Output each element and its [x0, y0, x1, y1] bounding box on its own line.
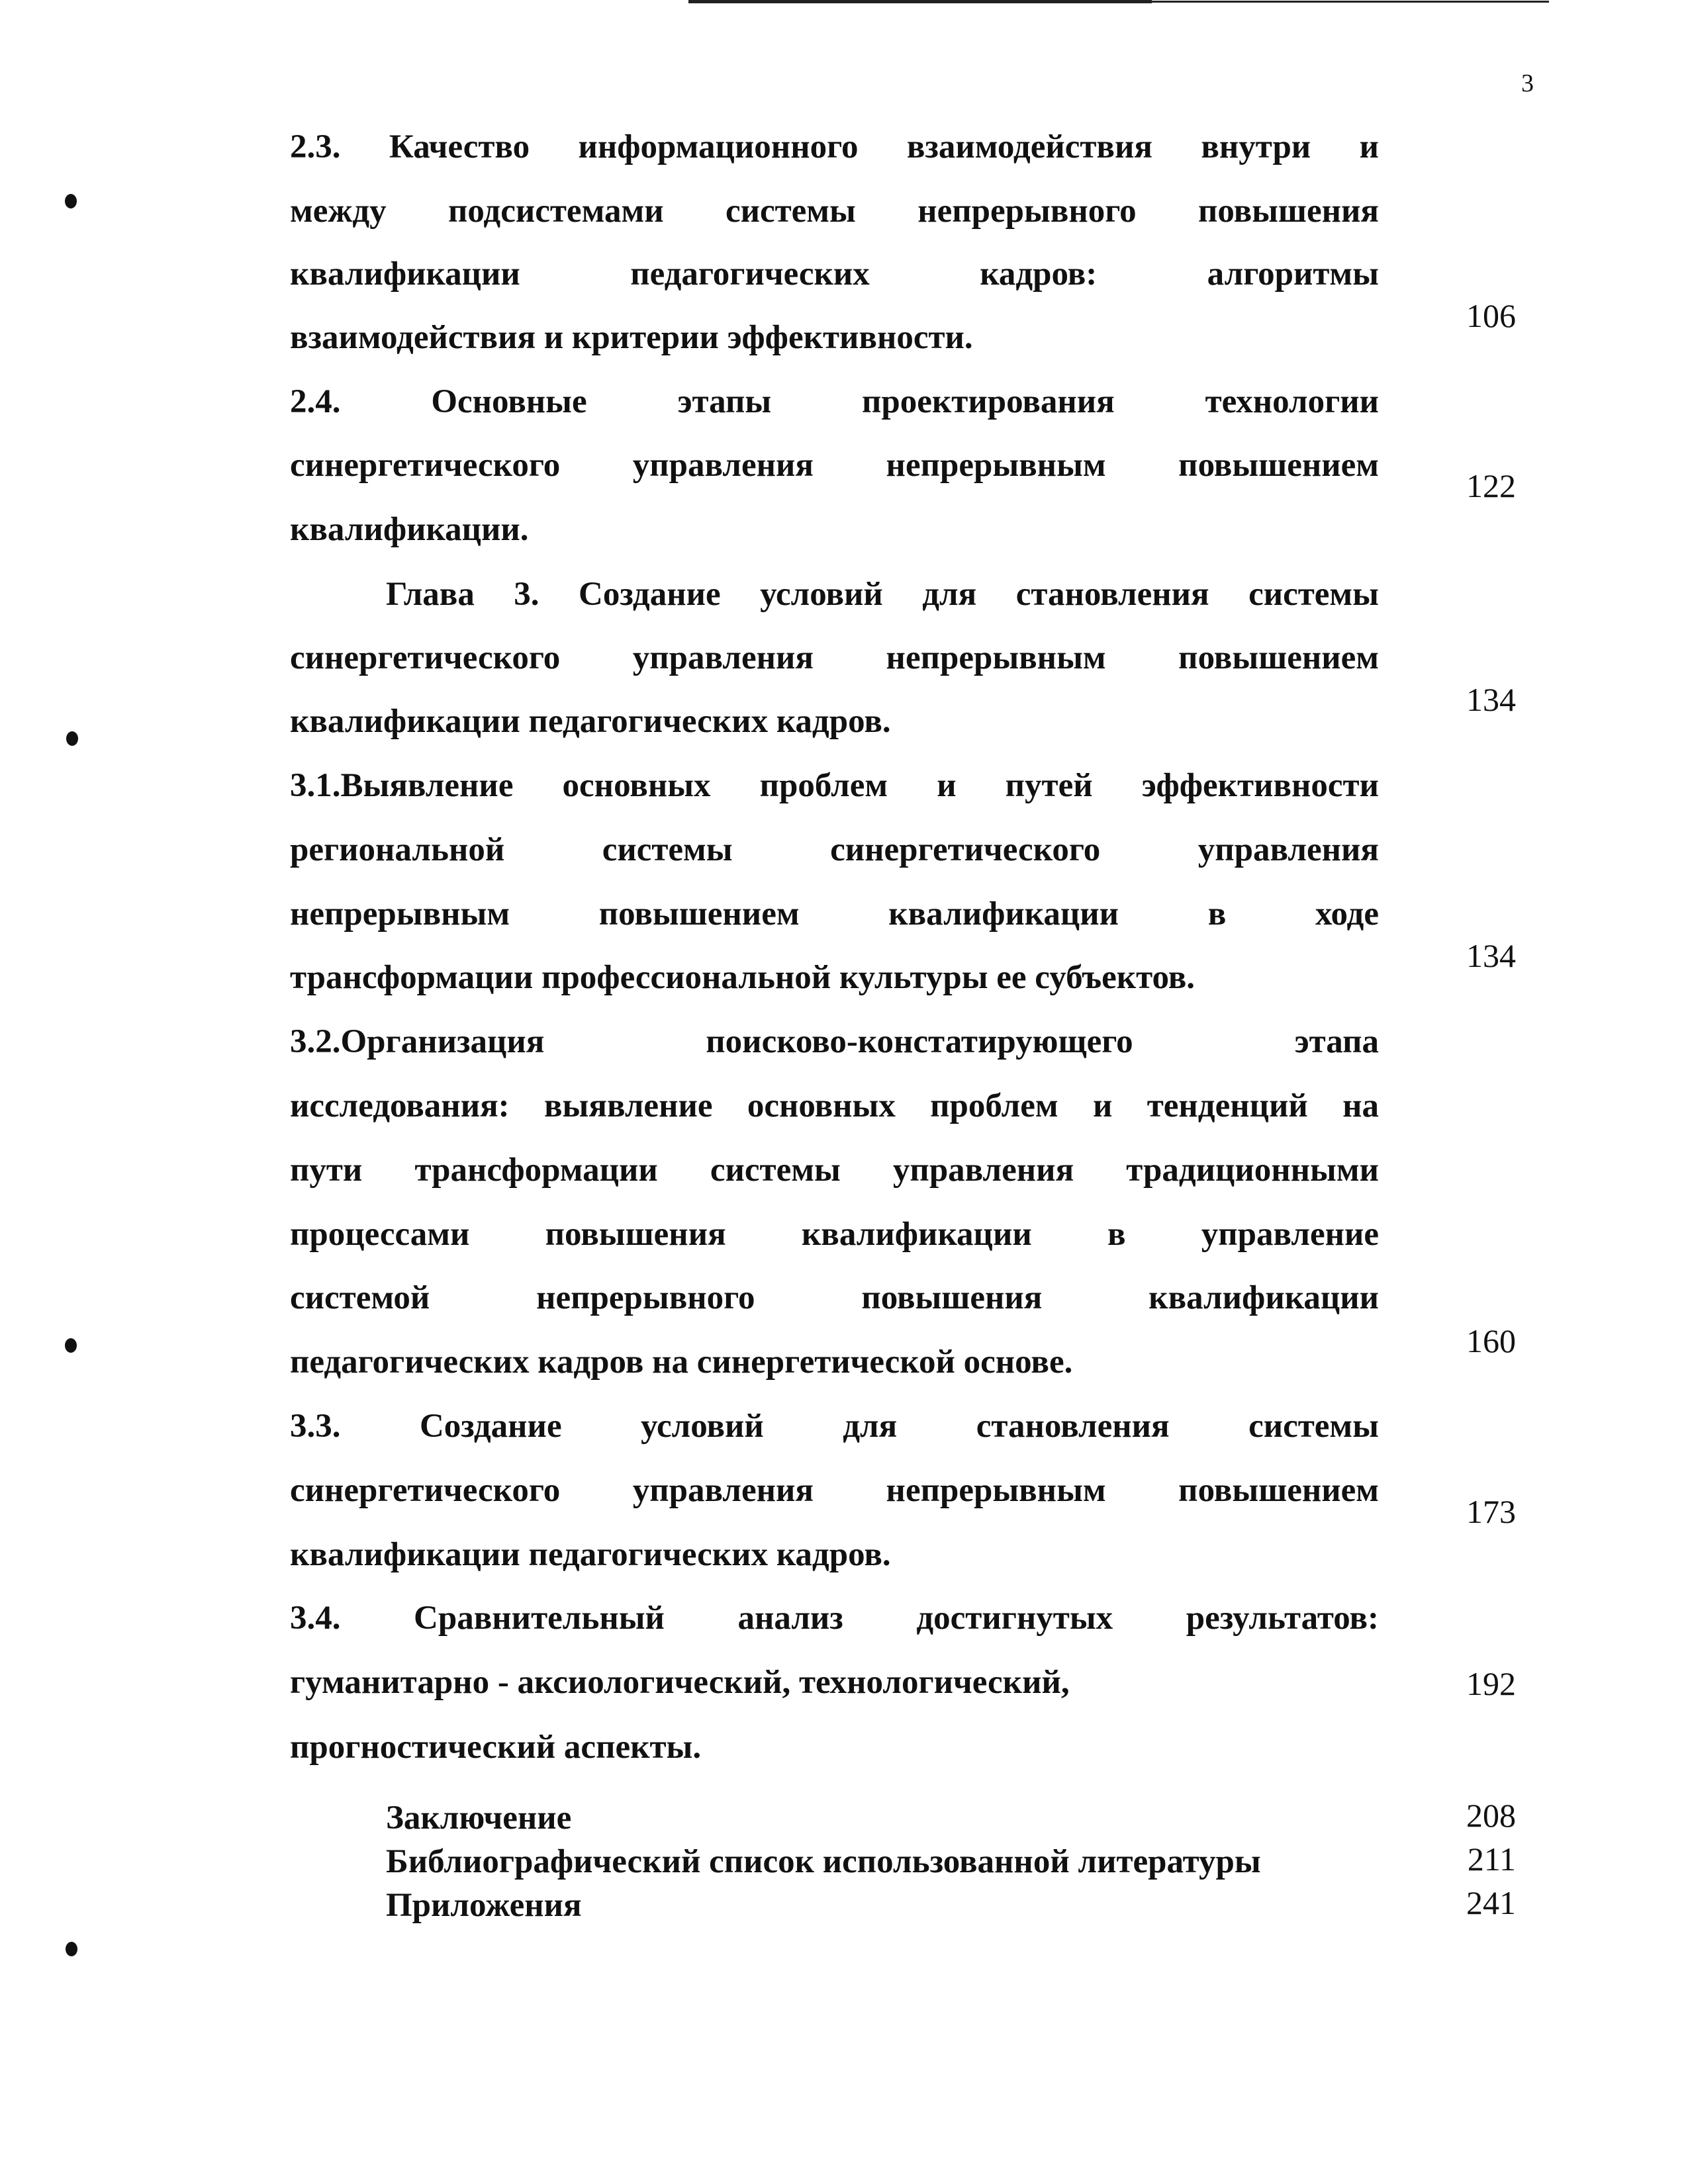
binder-hole-mark [66, 731, 78, 746]
toc-entry-line: пути трансформации системы управления традиционными [290, 1152, 1379, 1189]
toc-entry-line: непрерывным повышением квалификации в ходе [290, 895, 1379, 933]
toc-page-number: 160 [1466, 1322, 1516, 1359]
page-number: 3 [1521, 69, 1534, 97]
toc-page-number: 106 [1466, 297, 1516, 334]
toc-entry-line: 3.1.Выявление основных проблем и путей эффективности [290, 767, 1379, 804]
toc-chapter-line: Глава 3. Создание условий для становления системы [386, 576, 1379, 613]
toc-entry-line: между подсистемами системы непрерывного повышения [290, 193, 1379, 230]
toc-entry-line: 3.2.Организация поисково-констатирующего этапа [290, 1023, 1379, 1060]
toc-page-number: 122 [1466, 467, 1516, 504]
toc-entry-line: педагогических кадров на синергетической основе. [290, 1343, 1073, 1381]
toc-entry-line: 2.4. Основные этапы проектирования технологии [290, 383, 1379, 420]
toc-chapter-line: синергетического управления непрерывным повышением [290, 639, 1379, 676]
toc-page-number: 134 [1466, 681, 1516, 718]
scan-edge-line [688, 0, 1152, 3]
toc-entry-line: синергетического управления непрерывным повышением [290, 1472, 1379, 1509]
toc-entry-line: системой непрерывного повышения квалификации [290, 1279, 1379, 1316]
toc-entry-line: синергетического управления непрерывным повышением [290, 447, 1379, 484]
toc-entry-line: квалификации педагогических кадров: алгоритмы [290, 255, 1379, 293]
toc-page-number: 208 [1466, 1797, 1516, 1834]
toc-conclusion-title: Заключение [386, 1799, 572, 1837]
toc-page-number: 241 [1466, 1884, 1516, 1921]
toc-page-number: 134 [1466, 937, 1516, 974]
toc-entry-line: квалификации. [290, 511, 529, 548]
toc-entry-line: прогностический аспекты. [290, 1729, 702, 1766]
binder-hole-mark [65, 194, 77, 208]
toc-entry-line: гуманитарно - аксиологический, технологический, [290, 1664, 1070, 1701]
toc-chapter-line: квалификации педагогических кадров. [290, 703, 891, 740]
toc-entry-line: трансформации профессиональной культуры ее субъектов. [290, 959, 1195, 996]
binder-hole-mark [65, 1338, 77, 1353]
toc-entry-line: 2.3. Качество информационного взаимодействия внутри и [290, 128, 1379, 165]
toc-entry-line: региональной системы синергетического управления [290, 831, 1379, 868]
toc-page-number: 211 [1467, 1841, 1516, 1878]
toc-page-number: 173 [1466, 1493, 1516, 1530]
toc-appendices-title: Приложения [386, 1887, 582, 1924]
toc-entry-line: 3.4. Сравнительный анализ достигнутых результатов: [290, 1600, 1379, 1637]
toc-entry-line: квалификации педагогических кадров. [290, 1536, 891, 1573]
toc-entry-line: 3.3. Создание условий для становления системы [290, 1408, 1379, 1445]
toc-entry-line: исследования: выявление основных проблем и тенденций на [290, 1087, 1379, 1124]
toc-page-number: 192 [1466, 1665, 1516, 1702]
toc-entry-line: взаимодействия и критерии эффективности. [290, 319, 973, 356]
scan-edge-line [1152, 1, 1549, 3]
binder-hole-mark [66, 1942, 77, 1956]
toc-entry-line: процессами повышения квалификации в управление [290, 1216, 1379, 1253]
toc-bibliography-title: Библиографический список использованной литературы [386, 1843, 1261, 1880]
